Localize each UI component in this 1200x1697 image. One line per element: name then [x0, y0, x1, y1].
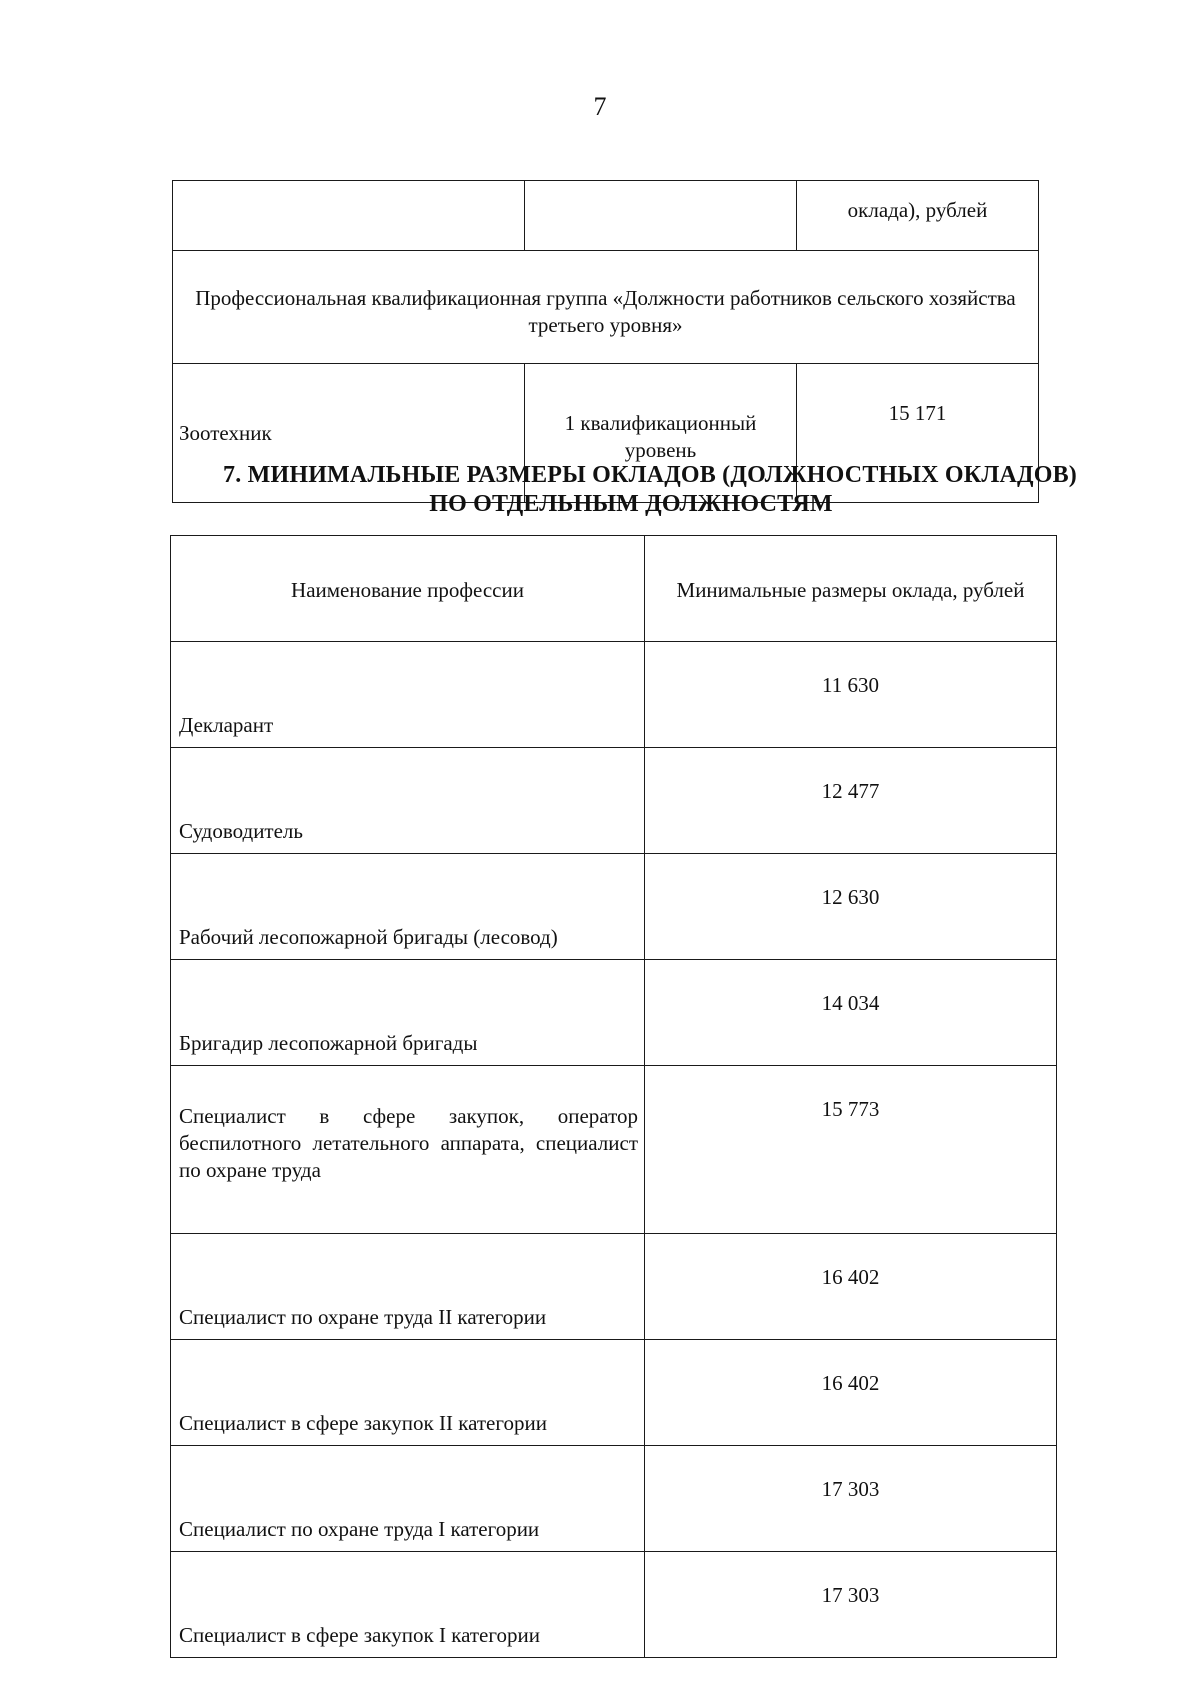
profession-name: Специалист по охране труда II категории — [171, 1234, 645, 1340]
position-name: Зоотехник — [173, 364, 525, 503]
salary-value: 15 171 — [797, 364, 1039, 503]
header-salary-unit-tail: оклада), рублей — [797, 181, 1039, 251]
table-header-row — [171, 536, 1057, 642]
column-header-salary: Минимальные размеры оклада, рублей — [645, 536, 1057, 642]
section-title-line-2: ПО ОТДЕЛЬНЫМ ДОЛЖНОСТЯМ — [429, 490, 833, 517]
salary-value: 14 034 — [645, 960, 1057, 1066]
qualification-group-table — [172, 180, 1039, 503]
section-title — [170, 461, 1130, 519]
salary-value: 17 303 — [645, 1552, 1057, 1658]
qualification-level: 1 квалификационный уровень — [525, 364, 797, 503]
salary-value: 11 630 — [645, 642, 1057, 748]
table-row — [171, 1340, 1057, 1446]
table-cell — [173, 181, 525, 251]
profession-name: Декларант — [171, 642, 645, 748]
salary-value: 12 630 — [645, 854, 1057, 960]
salary-value: 16 402 — [645, 1234, 1057, 1340]
salary-value: 17 303 — [645, 1446, 1057, 1552]
qualification-group-row — [173, 251, 1039, 364]
table-row — [171, 1552, 1057, 1658]
table-row — [171, 748, 1057, 854]
column-header-profession: Наименование профессии — [171, 536, 645, 642]
profession-name: Рабочий лесопожарной бригады (лесовод) — [171, 854, 645, 960]
table-row — [171, 1234, 1057, 1340]
table-row — [171, 642, 1057, 748]
salary-value: 16 402 — [645, 1340, 1057, 1446]
qualification-group-title: Профессиональная квалификационная группа «Должности работников сельского хозяйства третьего уровня» — [173, 251, 1039, 364]
profession-name: Специалист в сфере закупок, оператор беспилотного летательного аппарата, специалист по охране труда — [171, 1066, 645, 1234]
profession-name: Судоводитель — [171, 748, 645, 854]
table-cell — [525, 181, 797, 251]
minimum-salaries-table — [170, 535, 1057, 1658]
salary-value: 15 773 — [645, 1066, 1057, 1234]
table-header-continuation-row — [173, 181, 1039, 251]
profession-name: Специалист в сфере закупок I категории — [171, 1552, 645, 1658]
salary-value: 12 477 — [645, 748, 1057, 854]
table-row — [171, 1446, 1057, 1552]
profession-name: Специалист по охране труда I категории — [171, 1446, 645, 1552]
table-row — [171, 1066, 1057, 1234]
section-title-line-1: 7. МИНИМАЛЬНЫЕ РАЗМЕРЫ ОКЛАДОВ (ДОЛЖНОСТНЫХ ОКЛАДОВ) — [223, 462, 1077, 488]
profession-name: Бригадир лесопожарной бригады — [171, 960, 645, 1066]
profession-name: Специалист в сфере закупок II категории — [171, 1340, 645, 1446]
page-number: 7 — [593, 92, 607, 121]
table-row — [171, 960, 1057, 1066]
table-row — [171, 854, 1057, 960]
